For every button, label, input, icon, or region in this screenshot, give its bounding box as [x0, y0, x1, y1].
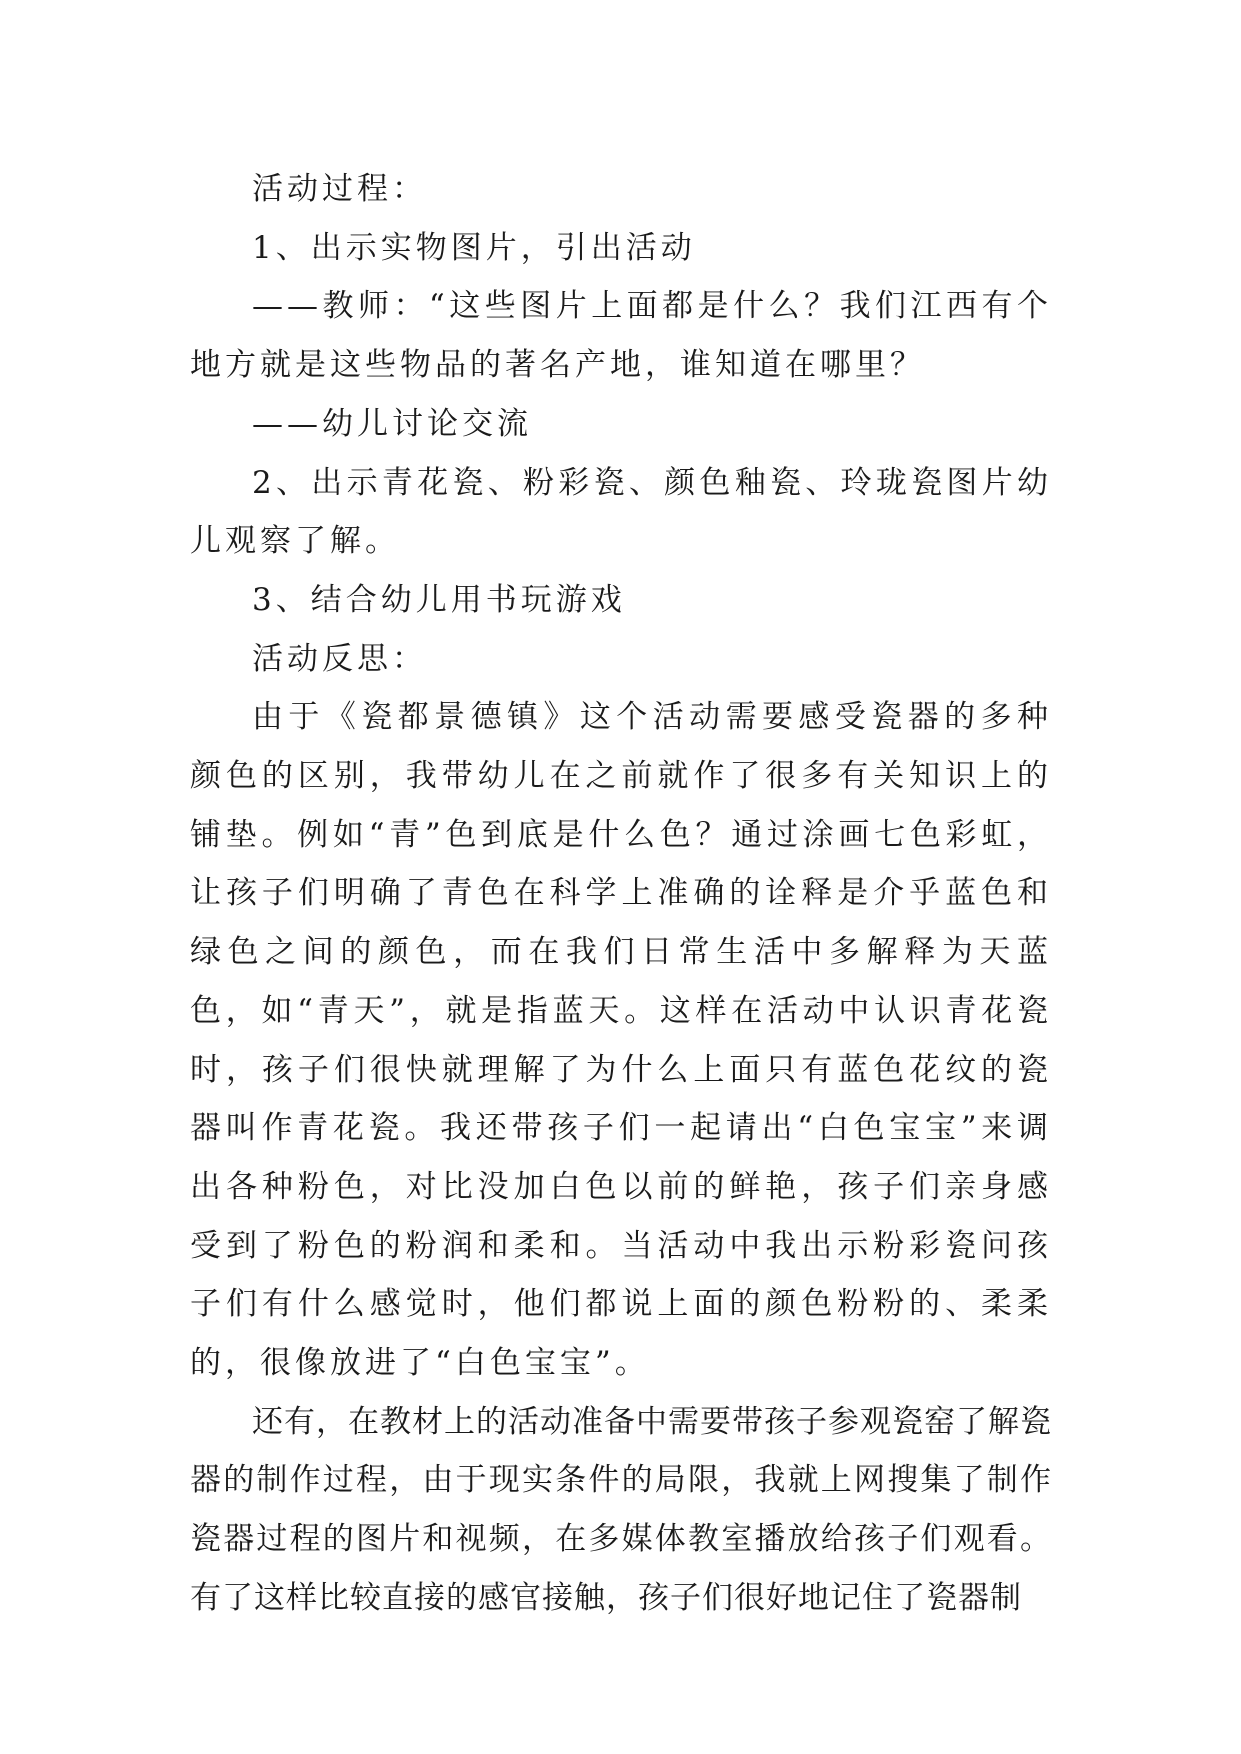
reflection-paragraph-1: 由于《瓷都景德镇》这个活动需要感受瓷器的多种颜色的区别，我带幼儿在之前就作了很多有关知识上的铺垫。例如“青”色到底是什么色？通过涂画七色彩虹，让孩子们明确了青色在科学上准确的诠释是介乎蓝色和绿色之间的颜色，而在我们日常生活中多解释为天蓝色，如“青天”，就是指蓝天。这样在活动中认识青花瓷时，孩子们很快就理解了为什么上面只有蓝色花纹的瓷器叫作青花瓷。我还带孩子们一起请出“白色宝宝”来调出各种粉色，对比没加白色以前的鲜艳，孩子们亲身感受到了粉色的粉润和柔和。当活动中我出示粉彩瓷问孩子们有什么感觉时，他们都说上面的颜色粉粉的、柔柔的，很像放进了“白色宝宝”。 [190, 699, 1052, 1382]
step-2-paragraph: 2、出示青花瓷、粉彩瓷、颜色釉瓷、玲珑瓷图片幼儿观察了解。 [190, 464, 1052, 560]
step-1-paragraph: 1、出示实物图片，引出活动 [252, 229, 696, 266]
heading-activity-reflection: 活动反思： [252, 640, 427, 677]
teacher-question-paragraph: ——教师：“这些图片上面都是什么？我们江西有个地方就是这些物品的著名产地，谁知道在哪里？ [190, 288, 1052, 384]
reflection-paragraph-2: 还有，在教材上的活动准备中需要带孩子参观瓷窑了解瓷器的制作过程，由于现实条件的局限，我就上网搜集了制作瓷器过程的图片和视频，在多媒体教室播放给孩子们观看。有了这样比较直接的感官接触，孩子们很好地记住了瓷器制 [190, 1403, 1052, 1616]
step-3-paragraph: 3、结合幼儿用书玩游戏 [252, 581, 626, 618]
document-body [190, 160, 1052, 1628]
heading-activity-process: 活动过程： [252, 171, 427, 207]
children-discussion-paragraph: ——幼儿讨论交流 [252, 405, 532, 442]
